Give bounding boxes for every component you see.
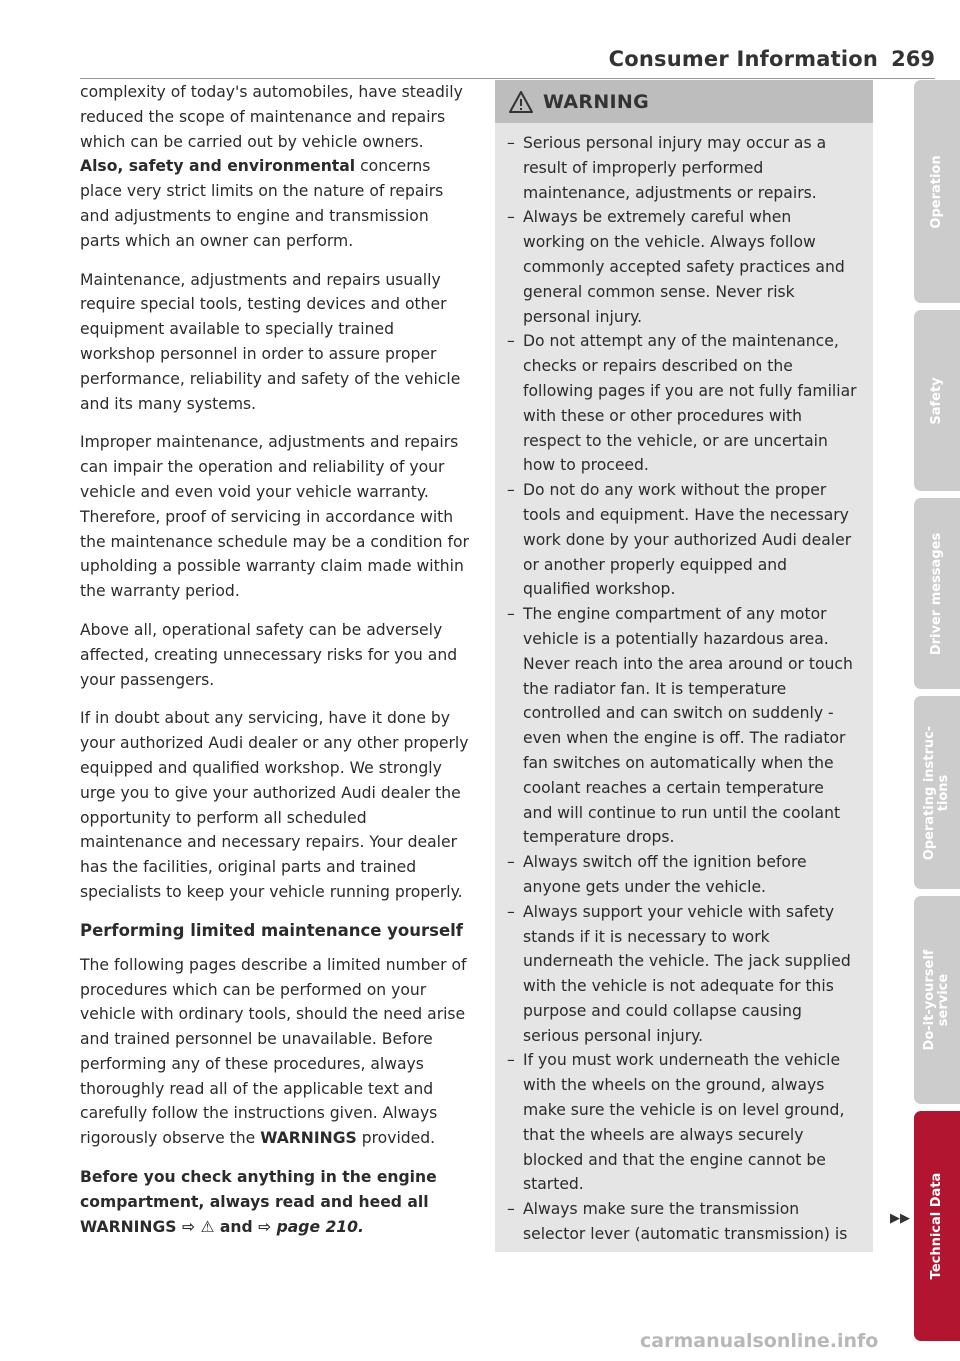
warning-list — [495, 123, 873, 1247]
section-heading: Performing limited maintenance yourself — [80, 920, 463, 940]
page-reference-link[interactable]: ⇨ page 210. — [258, 1217, 364, 1236]
tab-label: Driver messages — [929, 532, 944, 655]
list-item: – Serious personal injury may occur as a result of improperly performed maintenance, adjustments or repairs. — [507, 131, 857, 205]
left-column — [80, 80, 470, 1253]
tab-safety[interactable] — [914, 310, 960, 491]
continue-arrow-icon: ▶▶ — [890, 1211, 910, 1226]
list-item: – Do not do any work without the proper tools and equipment. Have the necessary work done by your authorized Audi dealer or another properly equipped and qualified workshop. — [507, 478, 857, 602]
header-divider — [80, 78, 935, 79]
paragraph: Above all, operational safety can be adversely affected, creating unnecessary risks for you and your passengers. — [80, 620, 458, 689]
warning-header — [495, 80, 873, 123]
tab-label: Technical Data — [929, 1172, 944, 1280]
tab-label: Operation — [929, 154, 944, 229]
section-title: Consumer Information — [608, 47, 878, 71]
list-item: – Do not attempt any of the maintenance, checks or repairs described on the following pages if you are not fully familiar with these or other procedures with respect to the vehicle, or are uncertain how to proceed. — [507, 329, 857, 478]
tab-driver-messages[interactable] — [914, 498, 960, 689]
tab-do-it-yourself-service[interactable] — [914, 896, 960, 1104]
list-item: – Always switch off the ignition before anyone gets under the vehicle. — [507, 850, 857, 900]
list-item: – Always be extremely careful when working on the vehicle. Always follow commonly accepted safety practices and general common sense. Never risk personal injury. — [507, 205, 857, 329]
paragraph: Maintenance, adjustments and repairs usually require special tools, testing devices and other equipment available to specially trained workshop personnel in order to assure proper performance, reliability and safety of the vehicle and its many systems. — [80, 270, 461, 413]
paragraph: complexity of today's automobiles, have steadily reduced the scope of maintenance and repairs which can be carried out by vehicle owners. Also, safety and environmental concerns place very strict limits on the nature of repairs and adjustments to engine and transmission parts which an owner can perform. — [80, 83, 463, 250]
page-number: 269 — [891, 47, 935, 71]
tab-technical-data[interactable] — [914, 1111, 960, 1341]
paragraph: Before you check anything in the engine compartment, always read and heed all WARNINGS ⇨ ⚠ and ⇨ page 210. — [80, 1168, 437, 1236]
paragraph: If in doubt about any servicing, have it done by your authorized Audi dealer or any other properly equipped and qualified workshop. We strongly urge you to give your authorized Audi dealer the opportunity to perform all scheduled maintenance and necessary repairs. Your dealer has the facilities, original parts and trained specialists to keep your vehicle running properly. — [80, 709, 469, 901]
page-header — [0, 0, 960, 80]
paragraph: The following pages describe a limited number of procedures which can be performed on your vehicle with ordinary tools, should the need arise and trained personnel be unavailable. Before performing any of these procedures, always thoroughly read all of the applicable text and carefully follow the instructions given. Always rigorously observe the WARNINGS provided. — [80, 955, 467, 1148]
paragraph: Improper maintenance, adjustments and repairs can impair the operation and reliability of your vehicle and even void your vehicle warranty. Therefore, proof of servicing in accordance with the maintenance schedule may be a condition for upholding a possible warranty claim made within the warranty period. — [80, 433, 469, 601]
list-item: – The engine compartment of any motor vehicle is a potentially hazardous area. Never reach into the area around or touch the radiator fan. It is temperature controlled and can switch on suddenly - even when the engine is off. The radiator fan switches on automatically when the coolant reaches a certain temperature and will continue to run until the coolant temperature drops. — [507, 602, 857, 850]
warning-title: WARNING — [543, 90, 650, 113]
tab-label: Do-it-yourself service — [922, 949, 951, 1051]
warning-triangle-icon — [509, 91, 533, 113]
warning-reference-link[interactable]: ⇨ ⚠ — [181, 1217, 215, 1236]
tab-operating-instructions[interactable] — [914, 696, 960, 889]
tab-label: Safety — [929, 376, 944, 425]
tab-operation[interactable] — [914, 80, 960, 303]
watermark: carmanualsonline.info — [640, 1330, 879, 1352]
list-item: – Always make sure the transmission selector lever (automatic transmission) is — [507, 1197, 857, 1247]
warning-box — [495, 80, 873, 1252]
list-item: – Always support your vehicle with safety stands if it is necessary to work underneath the vehicle. The jack supplied with the vehicle is not adequate for this purpose and could collapse causing serious personal injury. — [507, 900, 857, 1049]
list-item: – If you must work underneath the vehicle with the wheels on the ground, always make sure the vehicle is on level ground, that the wheels are always securely blocked and that the engine cannot be started. — [507, 1048, 857, 1197]
tab-label: Operating instruc- tions — [922, 725, 951, 860]
